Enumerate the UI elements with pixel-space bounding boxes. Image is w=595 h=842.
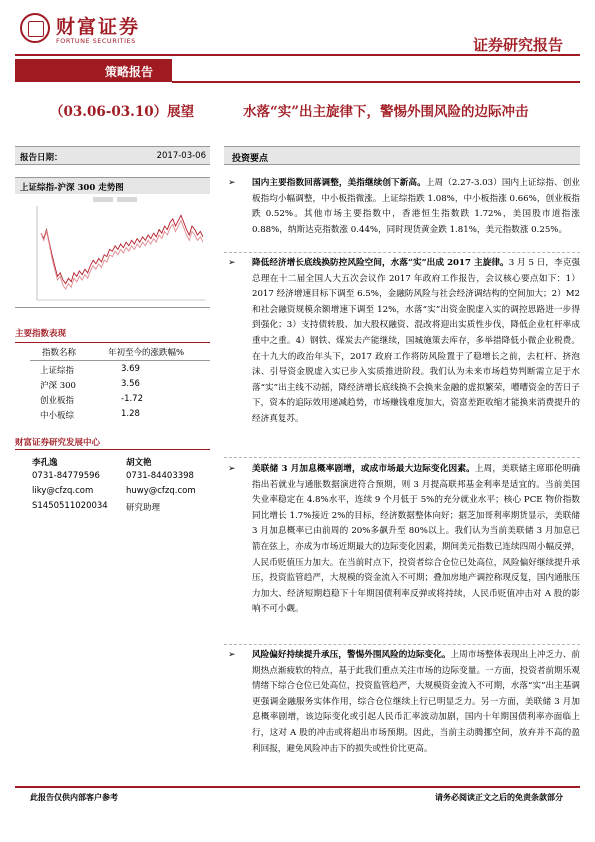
footer-disclaimer-left: 此报告仅供内部客户参考 — [30, 792, 118, 802]
analyst-phone: 0731-84403398 — [126, 471, 194, 481]
analyst-email[interactable]: huwy@cfzq.com — [126, 486, 196, 496]
key-point-body: 上周，美联储主席耶伦明确指出若就业与通胀数据演进符合预期，则 3 月提高联邦基金利率是适宜的。当前美国失业率稳定在 4.8%水平，连续 9 个月低于 5%的充分就业水平；核心 PCE 物价指数同比增长 1.7%接近 2%的目标，经济数据整体向好；据芝加哥利率期货显示，美联储 3 月加息概率已由前周的 20%多飙升至 80%以上。我们认为当前美联储 3 月加息已箭在弦上，亦成为市场近期最大的边际变化因素，期间美元指数已连续四周小幅反弹，人民币贬值压力加大。在当前时点下，投资者综合仓位已处高位，风险偏好继续提升承压，投资监管趋严，大规模的资金流入不可期；叠加房地产调控称现反复，国内通胀压力加大、经济短期趋稳下十年期国债利率反弹或将持续，人民币贬值冲击对 A 股的影响不可小觑。 — [252, 464, 580, 615]
report-title: 水落“实”出主旋律下，警惕外围风险的边际冲击 — [243, 104, 529, 120]
index-name: 中小板综 — [40, 411, 75, 421]
analyst-role: 研究助理 — [126, 503, 161, 513]
trend-chart-svg — [15, 194, 210, 308]
table-row — [30, 379, 210, 393]
index-change: 3.56 — [121, 379, 140, 389]
legend-swatch-1 — [93, 197, 113, 202]
analyst-phone: 0731-84779596 — [32, 471, 100, 481]
arrow-bullet-icon: ➢ — [228, 258, 236, 268]
key-point-3 — [228, 462, 580, 618]
analyst-name: 胡文艳 — [126, 458, 152, 468]
period-title: （03.06-03.10）展望 — [50, 104, 195, 120]
analyst-license-id: S1450511020034 — [32, 501, 108, 511]
table-row — [30, 409, 210, 423]
key-point-divider — [224, 644, 580, 645]
arrow-bullet-icon: ➢ — [228, 178, 236, 188]
report-date-label: 报告日期： — [20, 153, 63, 163]
report-date-value: 2017-03-06 — [156, 151, 206, 161]
category-divider — [172, 81, 580, 83]
research-center-title: 财富证券研究发展中心 — [15, 438, 101, 448]
index-trend-chart — [15, 194, 210, 308]
arrow-bullet-icon: ➢ — [228, 464, 236, 474]
arrow-bullet-icon: ➢ — [228, 650, 236, 660]
key-point-divider — [224, 457, 580, 458]
key-point-2 — [228, 256, 580, 428]
index-change: 3.69 — [121, 364, 140, 374]
index-name: 上证综指 — [40, 366, 75, 376]
key-points-title: 投资要点 — [224, 146, 580, 165]
index-section-divider — [15, 342, 210, 343]
index-table-header — [30, 346, 210, 360]
company-name-cn: 财富证券 — [56, 16, 141, 38]
index-name: 沪深 300 — [40, 381, 76, 391]
series-line-2 — [41, 221, 203, 289]
research-center-divider — [15, 449, 210, 450]
report-type: 证券研究报告 — [472, 36, 563, 54]
chart-title: 上证综指-沪深 300 走势图 — [15, 177, 210, 194]
analyst-email[interactable]: liky@cfzq.com — [32, 486, 94, 496]
footer-disclaimer-right: 请务必阅读正文之后的免责条款部分 — [435, 792, 563, 802]
category-tab: 策略报告 — [15, 59, 172, 82]
key-point-1 — [228, 176, 580, 238]
footer-divider — [15, 786, 580, 788]
key-point-4 — [228, 648, 580, 757]
key-point-body: 上周（2.27-3.03）国内上证综指、创业板指均小幅调整，中小板指微涨。上证综指跌 1.08%，中小板指涨 0.66%，创业板指跌 0.52%。其他市场主要指数中，香港恒生指数跌 1.72%，美国股市道指涨 0.88%，纳斯达克指数涨 0.44%，同时现货黄金跌 1.81%，美元指数涨 0.25%。 — [252, 178, 580, 235]
index-table-header-change: 年初至今的涨跌幅% — [108, 348, 185, 358]
index-section-title: 主要指数表现 — [15, 329, 67, 339]
company-name-en: FORTUNE SECURITIES — [56, 37, 136, 45]
key-point-body: 上周市场整体表现出上冲乏力、前期热点渐疲软的特点，基于此我们重点关注市场的边际变量。一方面，投资者前期乐观情绪下综合仓位已处高位，投资监管趋严，大规模资金流入不可期，水落“实”出主基调更强调金融服务实体作用，综合仓位继续上行已明显乏力。另一方面，美联储 3 月加息概率剧增，该边际变化或引起人民币汇率波动加剧，国内十年期国债利率亦面临上行，这对 A 股的冲击或将超出市场预期。因此，当前主动腾挪空间，放弃并不高的盈利回报，避免风险冲击下的损失或性价比更高。 — [252, 650, 580, 754]
index-name: 创业板指 — [40, 396, 75, 406]
table-row — [30, 364, 210, 378]
index-table-header-name: 指数名称 — [42, 348, 77, 358]
key-point-body: 3 月 5 日，李克强总理在十二届全国人大五次会议作 2017 年政府工作报告，会议核心要点如下：1）2017 经济增速目标下调至 6.5%，金融防风险与社会经济调结构的空间加大；2）M2 和社会融资规模余额增速下调至 12%，水落“实”出资金脱虚入实的调控思路进一步得到强化；3）支持债转股、加大股权融资、混改将迎出实质性步伐，降低企业杠杆率成重中之重。4）钢铁、煤炭去产能继续，国城施策去库存，多举措降低小微企业税费。在十九大的政治年头下，2017 政府工作将防风险置于了稳增长之前，去杠杆、挤泡沫、引导资金脱虚入实已步入实质推进阶段。我们认为未来市场趋势判断需立足于水落“实”出主线不动摇，降经济增长底线换不会换来金融的虚拟繁荣，嘈嘈资金的苦日子下，资本的追际效用递减趋势，市场赚钱难度加大，资富差距收缩才能换来消费提升的经济真复苏。 — [252, 258, 580, 424]
key-point-heading: 降低经济增长底线换防控风险空间，水落“实”出成 2017 主旋律。 — [252, 258, 509, 268]
index-change: 1.28 — [121, 409, 140, 419]
legend-swatch-2 — [117, 197, 137, 202]
index-change: -1.72 — [121, 394, 143, 404]
table-row — [30, 394, 210, 408]
index-table-header-rule — [30, 360, 210, 361]
key-point-divider — [224, 252, 580, 253]
company-logo-icon — [20, 13, 50, 43]
report-date-bar — [15, 146, 210, 165]
key-point-heading: 国内主要指数回落调整，美指继续创下新高。 — [252, 178, 426, 188]
header-divider — [15, 54, 580, 56]
analyst-name: 李孔逸 — [32, 458, 58, 468]
key-point-heading: 美联储 3 月加息概率剧增，或成市场最大边际变化因素。 — [252, 464, 475, 474]
key-point-heading: 风险偏好持续提升承压，警惕外围风险的边际变化。 — [252, 650, 451, 660]
